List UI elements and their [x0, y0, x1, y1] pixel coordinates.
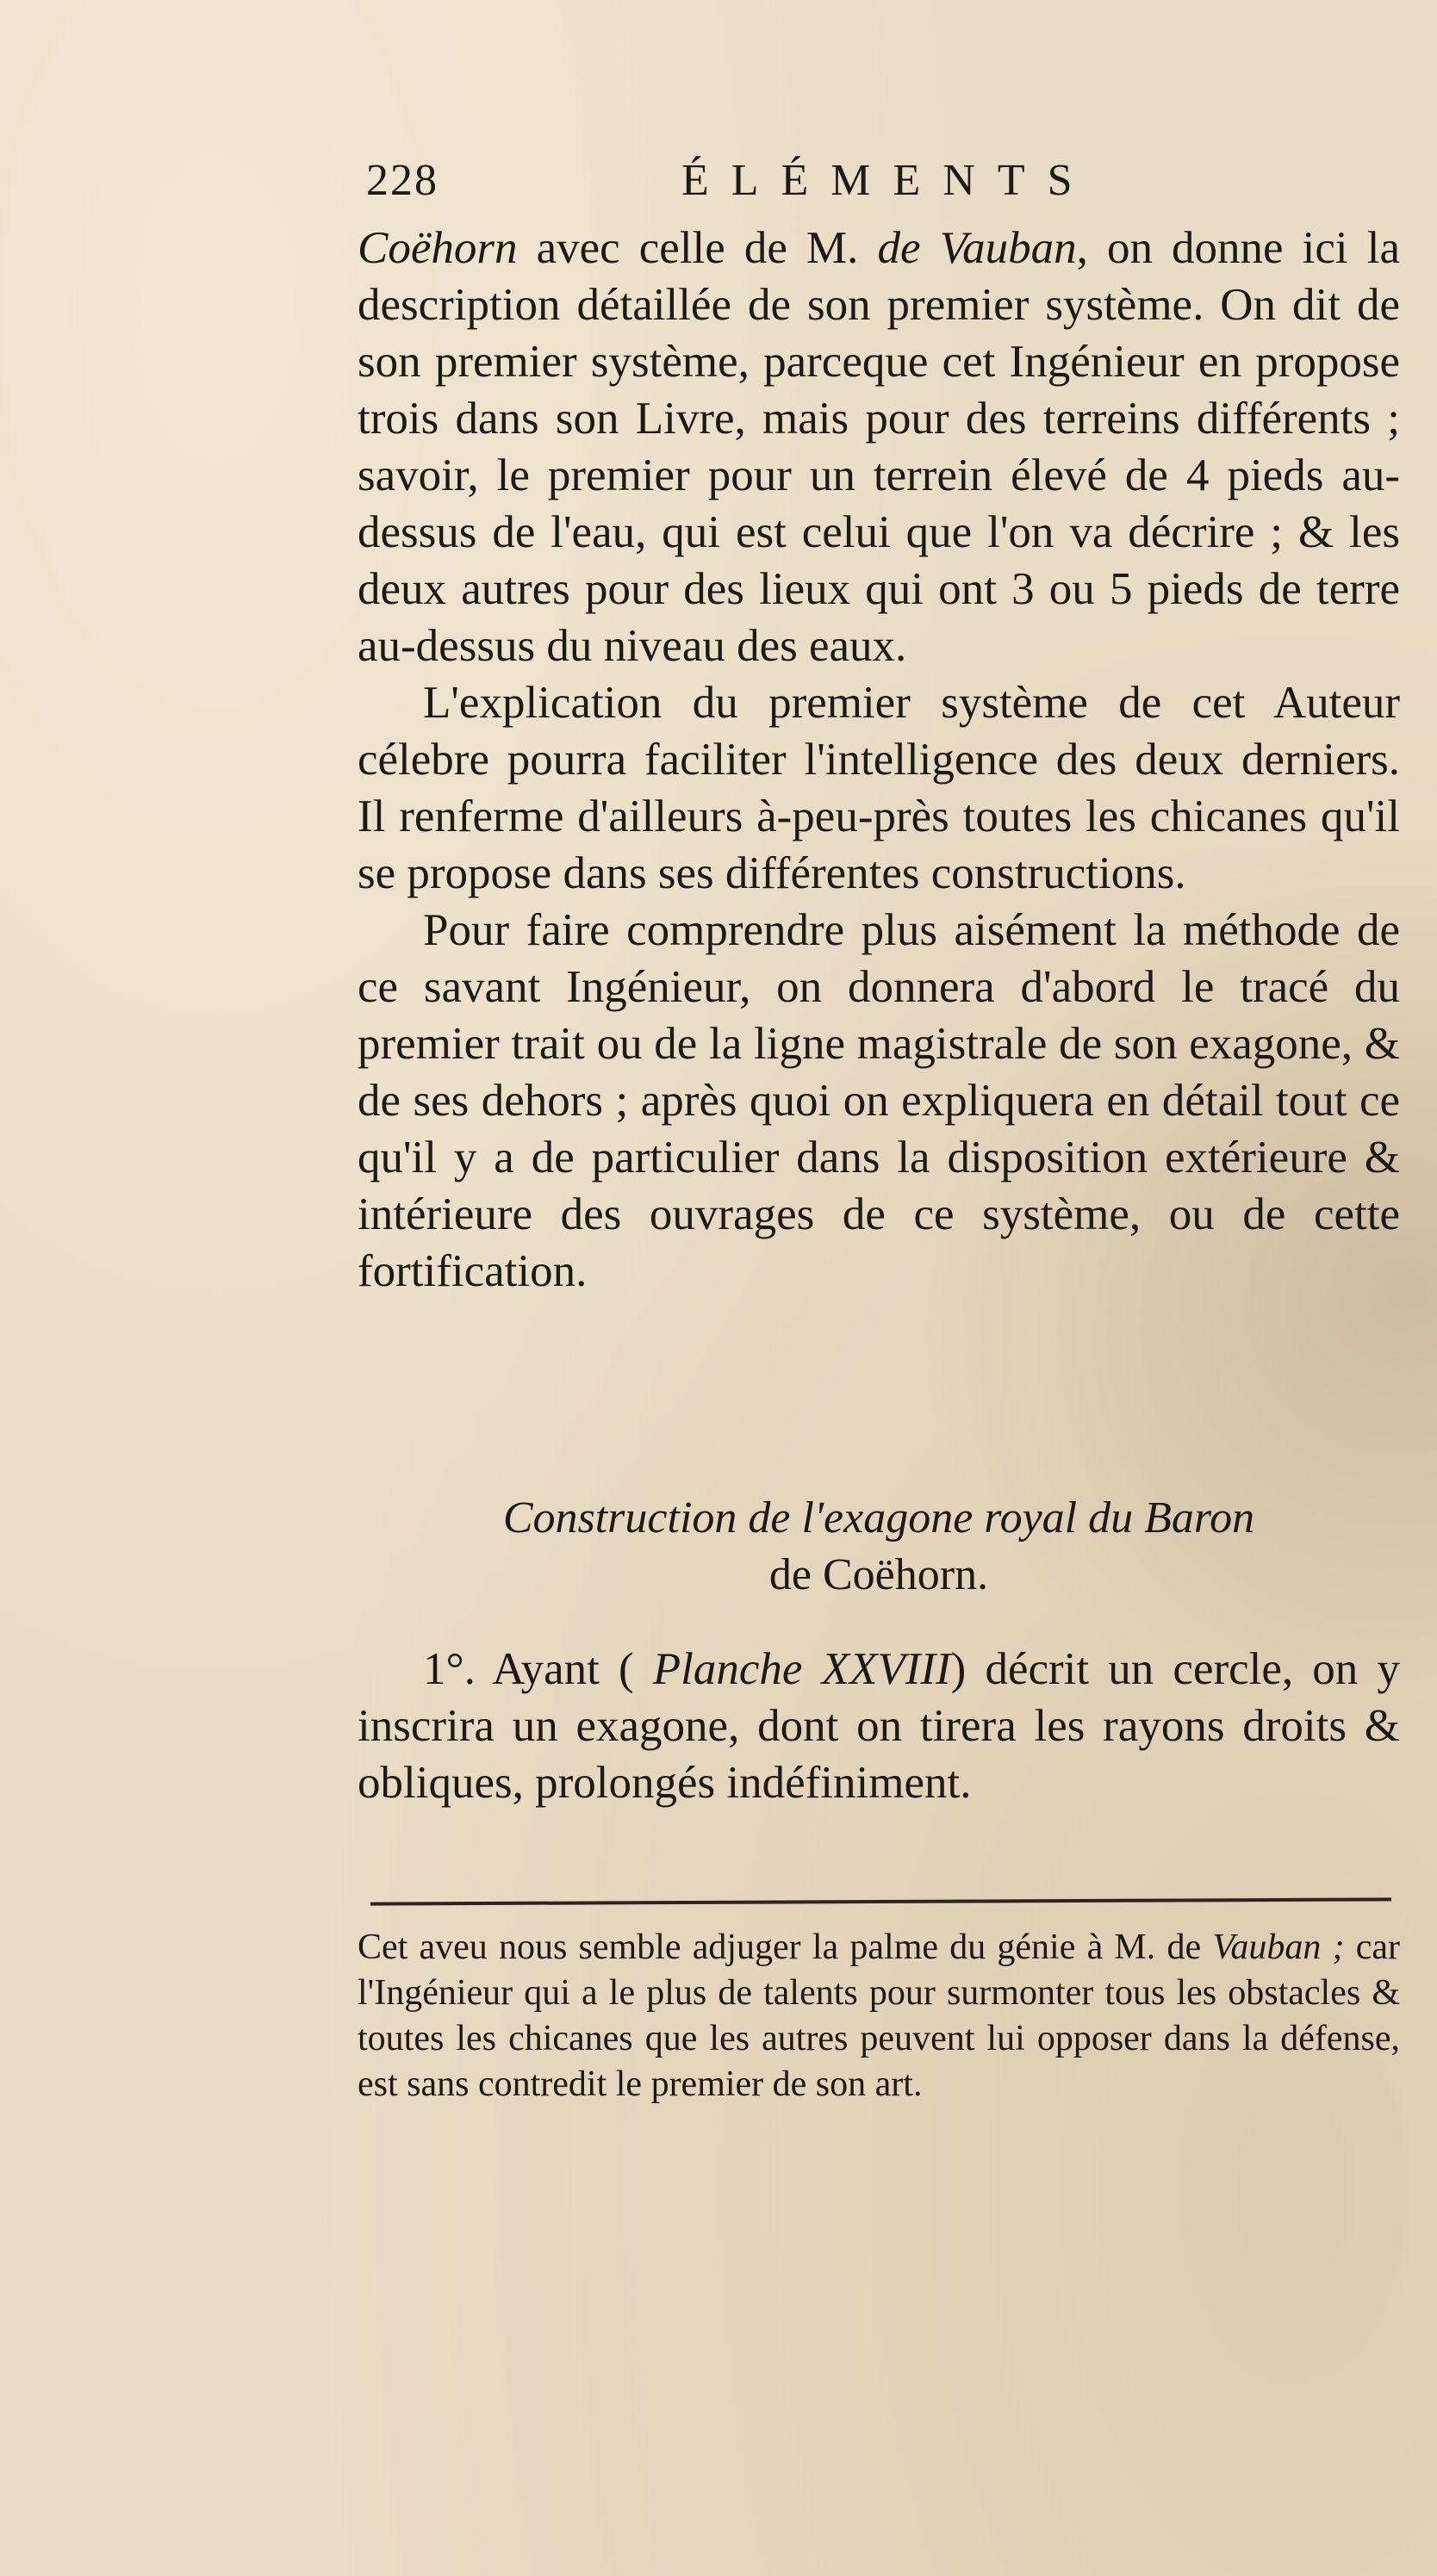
footnote-text-b: car l'Ingénieur qui a le plus de talents pour surmonter tous les obstacles & toutes les chicanes que les autres peuvent lui opposer dans la défense, est sans contredit le premier de son art. [358, 1927, 1400, 2104]
section-heading [358, 1490, 1400, 1604]
footnote-rule [370, 1897, 1391, 1905]
page-number: 228 [366, 156, 439, 205]
running-head [366, 146, 1400, 215]
paragraph-1-text-b: , on donne ici la description détaillée de son premier système. On dit de son premier système, parceque cet Ingénieur en propose trois dans son Livre, mais pour des terreins différents ; savoir, le premier pour un terrein élevé de 4 pieds au-dessus de l'eau, qui est celui que l'on va décrire ; & les deux autres pour des lieux qui ont 3 ou 5 pieds de terre au-dessus du niveau des eaux. [358, 223, 1400, 671]
paragraph-3: Pour faire comprendre plus aisément la méthode de ce savant Ingénieur, on donnera d'abord le tracé du premier trait ou de la ligne magistrale de son exagone, & de ses dehors ; après quoi on expliquera en détail tout ce qu'il y a de particulier dans la disposition extérieure & intérieure des ouvrages de ce système, ou de cette fortification. [358, 905, 1400, 1296]
footnote [358, 1925, 1400, 2107]
footnote-text-a: Cet aveu nous semble adjuger la palme du génie à M. de [358, 1927, 1213, 1967]
paragraph-1-text-a: avec celle de M. [517, 223, 878, 273]
name-vauban: de Vauban [877, 223, 1077, 273]
name-coehorn: Coëhorn [358, 223, 518, 273]
step-1-text: ) décrit un cercle, on y inscrira un exagone, dont on tirera les rayons droits & obliques, prolongés indéfiniment. [358, 1644, 1400, 1808]
section-heading-line-1: Construction de l'exagone royal du Baron [502, 1493, 1255, 1542]
plate-reference: Planche XXVIII [652, 1644, 951, 1694]
step-1-lead: 1°. Ayant ( [423, 1644, 653, 1694]
paragraph-1 [358, 220, 1400, 674]
footnote-name-vauban: Vauban ; [1212, 1927, 1345, 1967]
main-text [358, 220, 1400, 1300]
section-heading-line-2: de Coëhorn. [768, 1550, 989, 1599]
running-title: ÉLÉMENTS [681, 156, 1095, 205]
paragraph-2: L'explication du premier système de cet Auteur célebre pourra faciliter l'intelligence des deux derniers. Il renferme d'ailleurs à-peu-près toutes les chicanes qu'il se propose dans ses différentes constructions. [358, 678, 1400, 898]
numbered-step-1 [358, 1641, 1400, 1811]
